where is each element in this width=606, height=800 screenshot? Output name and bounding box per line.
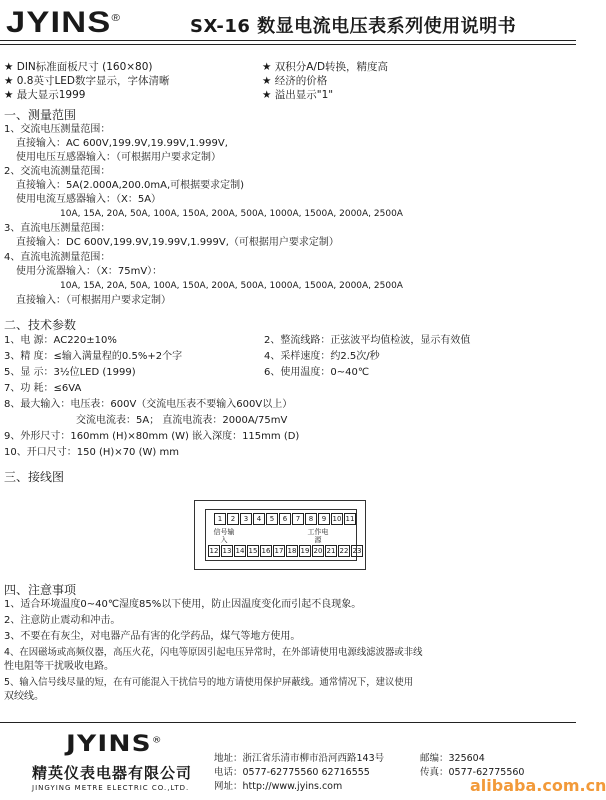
terminal: 2	[227, 513, 239, 525]
terminal: 22	[339, 547, 349, 555]
header	[0, 4, 576, 40]
feature-item: ★ 溢出显示"1"	[262, 89, 334, 101]
wiring-diagram	[194, 500, 366, 570]
spec-line: 6、使用温度：0~40℃	[264, 367, 370, 378]
company-address: 地址：浙江省乐清市柳市沿河西路143号	[214, 753, 385, 764]
terminal: 18	[287, 547, 297, 555]
feature-item: ★ 经济的价格	[262, 75, 328, 87]
terminal: 19	[300, 547, 310, 555]
terminal: 11	[345, 515, 355, 523]
text-line: 直接输入：（可根据用户要求定制）	[16, 295, 171, 306]
footer-brand-logo: JYINS®	[66, 732, 163, 757]
text-line: 直接输入：AC 600V,199.9V,19.99V,1.999V,	[16, 138, 228, 149]
power-supply-label: 工作电源	[307, 528, 329, 544]
text-line: 1、交流电压测量范围：	[4, 124, 111, 135]
terminal: 16	[261, 547, 271, 555]
terminal: 9	[318, 513, 330, 525]
company-name-en: JINGYING METRE ELECTRIC CO.,LTD.	[32, 784, 190, 792]
terminal: 6	[279, 513, 291, 525]
feature-item: ★ 双积分A/D转换，精度高	[262, 61, 389, 73]
note-line: 2、注意防止震动和冲击。	[4, 615, 121, 626]
note-line: 性电阻等干扰吸收电路。	[4, 661, 114, 672]
terminal: 3	[240, 513, 252, 525]
wiring-diagram-panel	[205, 509, 362, 561]
feature-item: ★ 最大显示1999	[4, 89, 86, 101]
company-phone: 电话：0577-62775560 62716555	[214, 767, 370, 778]
feature-item: ★ DIN标准面板尺寸 (160×80)	[4, 61, 153, 73]
text-line: 直接输入：5A(2.000A,200.0mA,可根据要求定制)	[16, 180, 245, 191]
terminal: 14	[235, 547, 245, 555]
spec-line: 8、最大输入：电压表：600V（交流电压表不要输入600V以上）	[4, 399, 293, 410]
terminal: 1	[214, 513, 226, 525]
terminal: 17	[274, 547, 284, 555]
spec-line: 交流电流表：5A； 直流电流表：2000A/75mV	[76, 415, 288, 426]
text-line: 10A, 15A, 20A, 50A, 100A, 150A, 200A, 500A, 1000A, 1500A, 2000A, 2500A	[60, 209, 403, 219]
spec-line: 4、采样速度：约2.5次/秒	[264, 351, 380, 362]
terminal: 4	[253, 513, 265, 525]
header-divider	[0, 40, 576, 41]
spec-line: 9、外形尺寸：160mm (H)×80mm (W) 嵌入深度：115mm (D)	[4, 431, 300, 442]
feature-item: ★ 0.8英寸LED数字显示，字体清晰	[4, 75, 170, 87]
note-line: 3、不要在有灰尘，对电器产品有害的化学药品，煤气等地方使用。	[4, 631, 301, 642]
terminal: 12	[209, 547, 219, 555]
terminal: 20	[313, 547, 323, 555]
spec-line: 10、开口尺寸：150 (H)×70 (W) mm	[4, 447, 179, 458]
terminal-row-bottom	[208, 545, 363, 557]
note-line: 双绞线。	[4, 691, 44, 702]
text-line: 4、直流电流测量范围：	[4, 252, 111, 263]
header-divider-2	[0, 44, 576, 45]
section-heading: 三、接线图	[4, 470, 65, 484]
section-heading: 四、注意事项	[4, 583, 77, 597]
section-heading: 一、测量范围	[4, 108, 77, 122]
terminal-row-top	[214, 513, 356, 525]
text-line: 使用电流互感器输入：（X：5A）	[16, 194, 162, 205]
note-line: 5、输入信号线尽量的短，在有可能混入干扰信号的地方请使用保护屏蔽线。通常情况下，建议使用	[4, 677, 414, 688]
section-heading: 二、技术参数	[4, 318, 77, 332]
company-name: 精英仪表电器有限公司	[32, 764, 193, 782]
text-line: 使用分流器输入：（X：75mV）：	[16, 266, 163, 277]
text-line: 直接输入：DC 600V,199.9V,19.99V,1.999V,（可根据用户要求定制）	[16, 237, 339, 248]
spec-line: 1、电 源：AC220±10%	[4, 335, 117, 346]
text-line: 3、直流电压测量范围：	[4, 223, 111, 234]
brand-logo: JYINS®	[6, 6, 122, 39]
text-line: 10A, 15A, 20A, 50A, 100A, 150A, 200A, 500A, 1000A, 1500A, 2000A, 2500A	[60, 281, 403, 291]
terminal: 7	[292, 513, 304, 525]
company-postcode: 邮编：325604	[420, 753, 485, 764]
text-line: 使用电压互感器输入：（可根据用户要求定制）	[16, 152, 221, 163]
terminal: 21	[326, 547, 336, 555]
page-title: SX-16 数显电流电压表系列使用说明书	[190, 16, 517, 37]
spec-line: 3、精 度：≤输入满量程的0.5%+2个字	[4, 351, 183, 362]
text-line: 2、交流电流测量范围：	[4, 166, 111, 177]
watermark: alibaba.com.cn	[470, 776, 606, 795]
terminal: 15	[248, 547, 258, 555]
company-website: 网址：http://www.jyins.com	[214, 781, 343, 792]
note-line: 1、适合环境温度0~40℃湿度85%以下使用，防止因温度变化而引起不良现象。	[4, 599, 362, 610]
footer-divider	[0, 722, 576, 723]
note-line: 4、在因磁场或高频仪器，高压火花，闪电等原因引起电压异常时，在外部请使用电源线滤波器或非线	[4, 647, 423, 658]
terminal: 13	[222, 547, 232, 555]
terminal: 10	[332, 515, 342, 523]
spec-line: 7、功 耗：≤6VA	[4, 383, 82, 394]
company-fax: 传真：0577-62775560	[420, 767, 525, 778]
terminal: 8	[305, 513, 317, 525]
terminal: 23	[352, 547, 362, 555]
spec-line: 2、整流线路：正弦波平均值检波，显示有效值	[264, 335, 471, 346]
signal-input-label: 信号输入	[213, 528, 235, 544]
spec-line: 5、显 示：3½位LED (1999)	[4, 367, 136, 378]
terminal: 5	[266, 513, 278, 525]
